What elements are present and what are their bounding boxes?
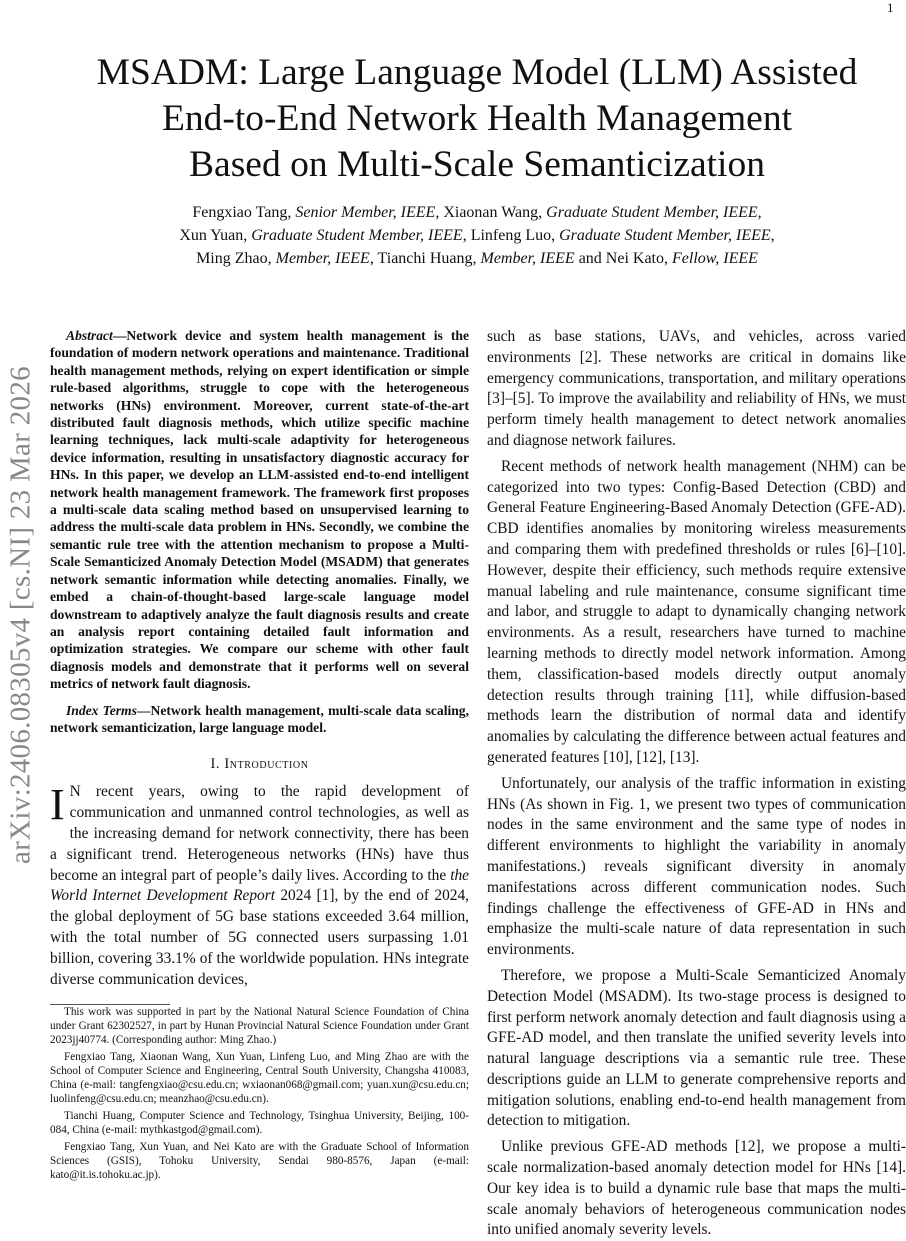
left-column [50,327,469,990]
footnote-affiliation-tsinghua: Tianchi Huang, Computer Science and Technology, Tsinghua University, Beijing, 100-084, China (e-mail: mythkastgod@gmail.com). [50,1110,469,1136]
author-line-3: Ming Zhao, Member, IEEE, Tianchi Huang, Member, IEEE and Nei Kato, Fellow, IEEE [196,250,758,267]
title-line-2: End-to-End Network Health Management [161,98,792,139]
arxiv-stamp [0,0,42,1200]
author-role: Fellow, IEEE [672,250,758,267]
page-number: 1 [887,0,894,15]
abstract-text: —Network device and system health management is the foundation of modern network operations and maintenance. Traditional health management methods, relying on expert identification or simple rule-based algorithms, struggle to cope with the heterogeneous networks (HNs) environment. Moreover, current state-of-the-art distributed fault diagnosis methods, which utilize specific machine learning techniques, lack multi-scale adaptivity for heterogeneous device information, resulting in unsatisfactory diagnostic accuracy for HNs. In this paper, we develop an LLM-assisted end-to-end intelligent network health management framework. The framework first proposes a multi-scale data scaling method based on unsupervised learning to address the multi-scale data problem in HNs. Secondly, we combine the semantic rule tree with the attention mechanism to propose a Multi-Scale Semanticized Anomaly Detection Model (MSADM) that generates network semantic information while detecting anomalies. Finally, we embed a chain-of-thought-based large-scale language model downstream to adaptively analyze the fault diagnosis results and create an analysis report containing detailed fault information and optimization strategies. We compare our scheme with other fault diagnosis models and demonstrate that it performs well on several metrics of network fault diagnosis. [50,328,469,692]
author-role: Member, IEEE [480,250,575,267]
intro-paragraph-3: Unfortunately, our analysis of the traffic information in existing HNs (As shown in Fig. 1, we present two types of communication nodes in the same environment and the same type of nodes in different environments to highlight the variability in anomaly manifestations.) reveals significant diversity in anomaly manifestations across different communication nodes. Such findings challenge the effectiveness of GFE-AD in HNs and emphasize the multi-scale nature of data representation in such environments. [487,774,906,959]
index-terms-text: —Network health management, multi-scale data scaling, network semanticization, large language model. [50,702,470,735]
arxiv-stamp-text: arXiv:2406.08305v4 [cs.NI] 23 Mar 2026 [4,366,37,864]
footnotes [50,1005,469,1182]
intro-p1-part1: N recent years, owing to the rapid development of communication and unmanned control technologies, as well as the increasing demand for network connectivity, there has been a significant trend. Heterogeneous networks (HNs) have thus become an integral part of people’s daily lives. According to the [50,783,469,884]
report-name: the World Internet Development Report [50,866,469,905]
drop-cap: I [50,780,65,830]
author-line-1: Fengxiao Tang, Senior Member, IEEE, Xiaonan Wang, Graduate Student Member, IEEE, [192,204,762,221]
footnote-affiliation-csu: Fengxiao Tang, Xiaonan Wang, Xun Yuan, Linfeng Luo, and Ming Zhao are with the School of Computer Science and Engineering, Central South University, Changsha 410083, China (e-mail: tangfengxiao@csu.edu.cn; wxiaonan068@gmail.com; yuan.xun@csu.edu.cn; luolinfeng@csu.edu.cn; meanzhao@csu.edu.cn). [50,1051,469,1105]
author-name: Nei Kato, [605,250,668,267]
intro-paragraph-5: Unlike previous GFE-AD methods [12], we propose a multi-scale normalization-based anomaly detection model for HNs [14]. Our key idea is to build a dynamic rule base that maps the multi-scale anomaly behaviors of heterogeneous communication nodes into unified anomaly severity levels. [487,1138,906,1239]
author-role: Graduate Student Member, IEEE [251,227,463,244]
intro-paragraph-2: Recent methods of network health management (NHM) can be categorized into two types: Config-Based Detection (CBD) and General Feature Engineering-Based Anomaly Detection (GFE-AD). CBD identifies anomalies by monitoring wireless measurements and comparing them with predefined thresholds or rules [6]–[10]. However, despite their efficiency, such methods require extensive manual labeling and rule maintenance, consume significant time and labor, and struggle to adapt to dynamically changing network environments. As a result, researchers have turned to machine learning methods to directly model network information. Among them, classification-based models directly output anomaly detection results through training [11], while diffusion-based methods learn the distribution of normal data and identify anomalies by calculating the difference between actual features and generated features [10], [12], [13]. [487,457,906,766]
author-name: Xiaonan Wang, [443,204,543,221]
author-list [48,201,906,270]
author-name: Linfeng Luo, [470,227,556,244]
footnote-funding: This work was supported in part by the National Natural Science Foundation of China under Grant 62302527, in part by Hunan Provincial Natural Science Foundation under Grant 2023jj40774. (Corresponding author: Ming Zhao.) [50,1006,469,1046]
author-conjunction: and [578,250,602,267]
footnote-affiliation-tohoku: Fengxiao Tang, Xun Yuan, and Nei Kato are with the Graduate School of Information Sciences (GSIS), Tohoku University, Sendai 980-8576, Japan (e-mail: kato@it.is.tohoku.ac.jp). [50,1141,469,1181]
author-name: Tianchi Huang, [377,250,477,267]
author-name: Xun Yuan, [179,227,248,244]
abstract-label: Abstract [66,328,113,343]
intro-p1-part2: 2024 [1], by the end of 2024, the global deployment of 5G base stations exceeded 3.64 million, with the total number of 5G connected users surpassing 1.01 billion, covering 33.1% of the worldwide population. HNs integrate diverse communication devices, [50,887,470,988]
author-role: Senior Member, IEEE [295,204,436,221]
title-line-3: Based on Multi-Scale Semanticization [189,144,765,185]
index-terms-label: Index Terms [66,702,137,718]
intro-paragraph-1 [50,782,469,990]
author-name: Fengxiao Tang, [192,204,292,221]
author-line-2: Xun Yuan, Graduate Student Member, IEEE, Linfeng Luo, Graduate Student Member, IEEE, [179,227,775,244]
intro-paragraph-4: Therefore, we propose a Multi-Scale Semanticized Anomaly Detection Model (MSADM). Its two-stage process is designed to first perform network anomaly detection and fault diagnosis using a GFE-AD model, and then translate the unified severity levels into natural language descriptions via a semantic rule tree. These descriptions guide an LLM to generate comprehensive reports and mitigation solutions, enabling end-to-end health management from detection to mitigation. [487,966,906,1130]
author-role: Member, IEEE [275,250,370,267]
title-line-1: MSADM: Large Language Model (LLM) Assisted [96,52,858,93]
intro-paragraph-1-continued: such as base stations, UAVs, and vehicles, across varied environments [2]. These networks are critical in domains like emergency communications, transportation, and military operations [3]–[5]. To improve the availability and reliability of HNs, we must perform timely health management to detect network anomalies and diagnose network failures. [487,328,906,449]
section-heading-introduction: I. Introduction [210,756,309,773]
paper-title [48,50,906,188]
author-role: Graduate Student Member, IEEE [559,227,771,244]
author-name: Ming Zhao, [196,250,272,267]
abstract [50,327,469,693]
author-role: Graduate Student Member, IEEE [546,204,758,221]
index-terms [50,702,469,737]
right-column [487,327,906,1241]
